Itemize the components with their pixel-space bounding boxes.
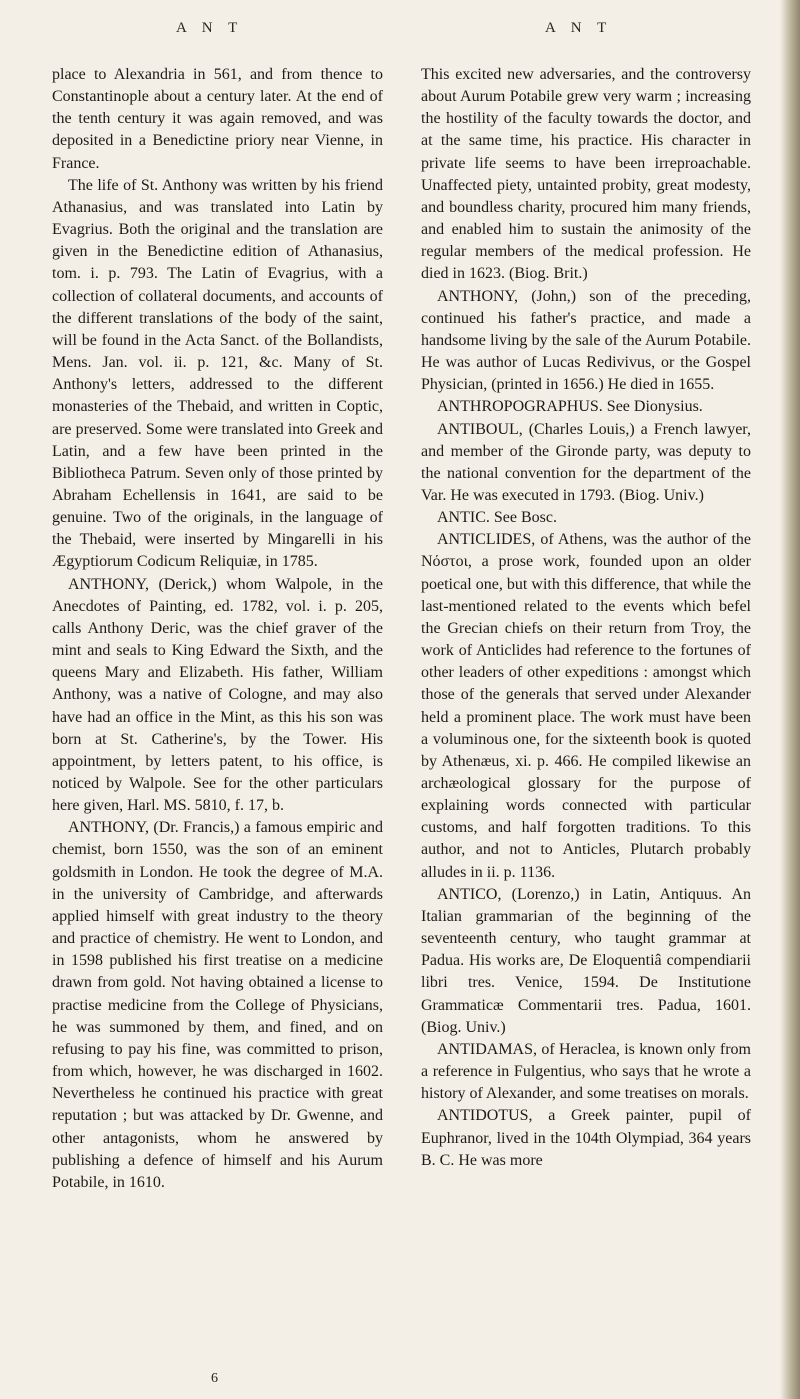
right-column [421, 64, 751, 1172]
entry-antidotus: ANTIDOTUS, a Greek painter, pupil of Euphranor, lived in the 104th Olympiad, 364 years B. C. He was more [421, 1107, 751, 1169]
entry-antiboul: ANTIBOUL, (Charles Louis,) a French lawyer, and member of the Gironde party, was deputy to the national convention for the department of the Var. He was executed in 1793. (Biog. Univ.) [421, 420, 751, 504]
paragraph: place to Alexandria in 561, and from thence to Constantinople about a century later. At the end of the tenth century it was again removed, and was deposited in a Benedictine priory near Vienne, in France. [52, 66, 383, 172]
entry-anticlides: ANTICLIDES, of Athens, was the author of the Νόστοι, a prose work, founded upon an older poetical one, but with this difference, that while the last-mentioned related to the events which befel the Grecian chiefs on their return from Troy, the work of Anticlides had reference to the fortunes of other leaders of other expeditions : amongst which those of the generals that served under Alexander held a prominent place. The work must have been a voluminous one, for the sixteenth book is quoted by Athenæus, xi. p. 466. He compiled likewise an archæological glossary for the purpose of explaining words connected with particular customs, and half forgotten traditions. To this author, and not to Anticles, Plutarch probably alludes in ii. p. 1136. [421, 531, 751, 881]
page-edge-shadow [780, 0, 800, 1399]
page-number: 6 [211, 1371, 218, 1386]
running-head-right: A N T [545, 20, 613, 36]
entry-anthony-derick: ANTHONY, (Derick,) whom Walpole, in the Anecdotes of Painting, ed. 1782, vol. i. p. 205, calls Anthony Deric, was the chief graver of the mint and seals to King Edward the Sixth, and the queens Mary and Elizabeth. His father, William Anthony, was a native of Cologne, and may also have had an office in the Mint, as this his son was born at St. Catherine's, by the Tower. His appointment, by letters patent, to his office, is noticed by Walpole. See for the other particulars here given, Harl. MS. 5810, f. 17, b. [52, 575, 383, 815]
entry-antico: ANTICO, (Lorenzo,) in Latin, Antiquus. An Italian grammarian of the beginning of the seventeenth century, who taught grammar at Padua. His works are, De Eloquentiâ compendiarii libri tres. Venice, 1594. De Institutione Grammaticæ Commentarii tres. Padua, 1601. (Biog. Univ.) [421, 885, 751, 1036]
left-column [52, 64, 383, 1194]
entry-anthony-john: ANTHONY, (John,) son of the preceding, continued his father's practice, and made a handsome living by the sale of the Aurum Potabile. He was author of Lucas Redivivus, or the Gospel Physician, (printed in 1656.) He died in 1655. [421, 287, 751, 394]
entry-anthony-francis: ANTHONY, (Dr. Francis,) a famous empiric and chemist, born 1550, was the son of an eminent goldsmith in London. He took the degree of M.A. in the university of Cambridge, and afterwards applied himself with great industry to the theory and practice of chemistry. He went to London, and in 1598 published his first treatise on a medicine drawn from gold. Not having obtained a license to practise medicine from the College of Physicians, he was summoned by them, and fined, and on refusing to pay his fine, was committed to prison, from which, however, he was discharged in 1602. Nevertheless he continued his practice with great reputation ; but was attacked by Dr. Gwenne, and other antagonists, whom he answered by publishing a defence of himself and his Aurum Potabile, in 1610. [52, 819, 383, 1191]
paragraph: The life of St. Anthony was written by his friend Athanasius, and was translated into Latin by Evagrius. Both the original and the translation are given in the Benedictine edition of Athanasius, tom. i. p. 793. The Latin of Evagrius, with a collection of collateral documents, and accounts of the different translations of the body of the saint, will be found in the Acta Sanct. of the Bollandists, Mens. Jan. vol. ii. p. 121, &c. Many of St. Anthony's letters, addressed to the different monasteries of the Thebaid, and written in Coptic, are preserved. Some were translated into Greek and Latin, and a few have been printed in the Bibliotheca Patrum. Seven only of those printed by Abraham Echellensis in 1641, are said to be genuine. Two of the originals, in the language of the Thebaid, were inserted by Mingarelli in his Ægyptiorum Codicum Reliquiæ, in 1785. [52, 176, 383, 571]
entry-antic: ANTIC. See Bosc. [437, 509, 557, 527]
entry-antidamas: ANTIDAMAS, of Heraclea, is known only from a reference in Fulgentius, who says that he wrote a history of Alexander, and some treatises on morals. [421, 1040, 751, 1103]
running-head-left: A N T [176, 20, 244, 36]
entry-anthropographus: ANTHROPOGRAPHUS. See Dionysius. [437, 398, 703, 416]
paragraph: This excited new adversaries, and the controversy about Aurum Potabile grew very warm ; increasing the hostility of the faculty towards the doctor, and at the same time, his practice. His character in private life seems to have been irreproachable. Unaffected piety, untainted probity, great modesty, and boundless charity, procured him many friends, and enabled him to sustain the animosity of the regular members of the medical profession. He died in 1623. (Biog. Brit.) [421, 66, 751, 283]
